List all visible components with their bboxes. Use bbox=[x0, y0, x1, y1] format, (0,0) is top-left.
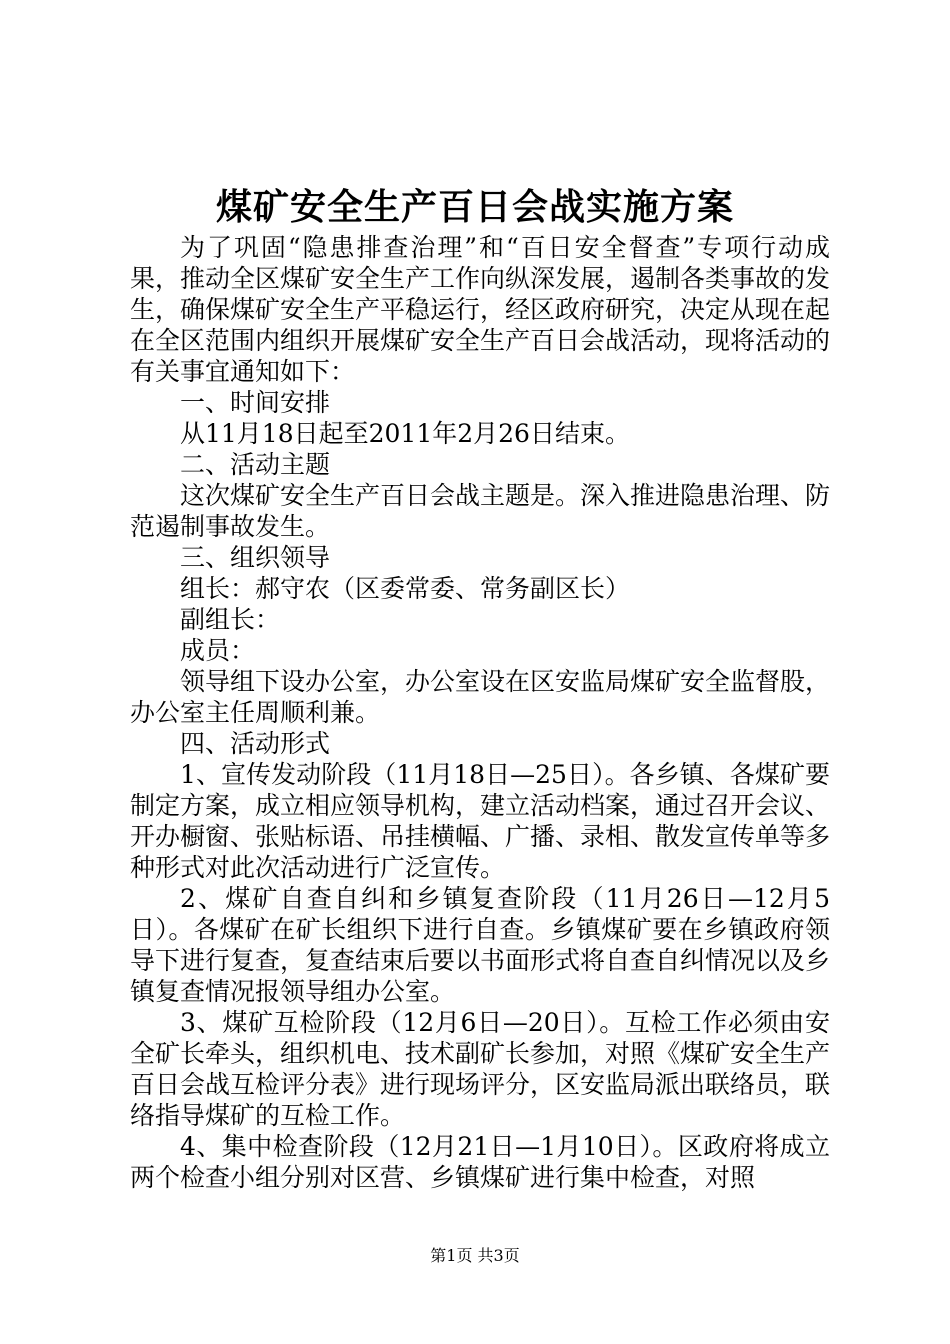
paragraph-stage-4: 4、集中检查阶段（12月21日—1月10日）。区政府将成立两个检查小组分别对区营、乡镇煤矿进行集中检查，对照 bbox=[130, 1132, 830, 1192]
paragraph-stage-1: 1、宣传发动阶段（11月18日—25日）。各乡镇、各煤矿要制定方案，成立相应领导机构，建立活动档案，通过召开会议、开办橱窗、张贴标语、吊挂横幅、广播、录相、散发宣传单等多种形式对此次活动进行广泛宣传。 bbox=[130, 760, 831, 882]
document-title: 煤矿安全生产百日会战实施方案 bbox=[215, 186, 734, 228]
page-footer: 第1页 共3页 bbox=[430, 1246, 520, 1265]
section-heading-schedule: 一、时间安排 bbox=[180, 388, 331, 417]
paragraph-stage-3: 3、煤矿互检阶段（12月6日—20日）。互检工作必须由安全矿长牵头，组织机电、技术副矿长参加，对照《煤矿安全生产百日会战互检评分表》进行现场评分，区安监局派出联络员，联络指导煤矿的互检工作。 bbox=[130, 1008, 831, 1130]
paragraph-deputy-leader: 副组长： bbox=[180, 605, 281, 634]
paragraph-office: 领导组下设办公室，办公室设在区安监局煤矿安全监督股，办公室主任周顺利兼。 bbox=[130, 667, 831, 727]
document-body bbox=[130, 232, 830, 1193]
paragraph-stage-2: 2、煤矿自查自纠和乡镇复查阶段（11月26日—12月5日）。各煤矿在矿长组织下进行自查。乡镇煤矿要在乡镇政府领导下进行复查，复查结束后要以书面形式将自查自纠情况以及乡镇复查情况报领导组办公室。 bbox=[130, 884, 831, 1006]
section-heading-theme: 二、活动主题 bbox=[180, 450, 331, 479]
section-heading-activity-form: 四、活动形式 bbox=[180, 729, 331, 758]
paragraph-group-leader: 组长：郝守农（区委常委、常务副区长） bbox=[180, 574, 631, 603]
section-heading-leadership: 三、组织领导 bbox=[180, 543, 331, 572]
paragraph-members: 成员： bbox=[180, 636, 256, 665]
paragraph-theme: 这次煤矿安全生产百日会战主题是。深入推进隐患治理、防范遏制事故发生。 bbox=[130, 481, 831, 541]
paragraph-schedule: 从11月18日起至2011年2月26日结束。 bbox=[180, 419, 630, 448]
paragraph-intro: 为了巩固“隐患排查治理”和“百日安全督查”专项行动成果，推动全区煤矿安全生产工作向纵深发展，遏制各类事故的发生，确保煤矿安全生产平稳运行，经区政府研究，决定从现在起在全区范围内组织开展煤矿安全生产百日会战活动，现将活动的有关事宜通知如下： bbox=[130, 233, 831, 386]
